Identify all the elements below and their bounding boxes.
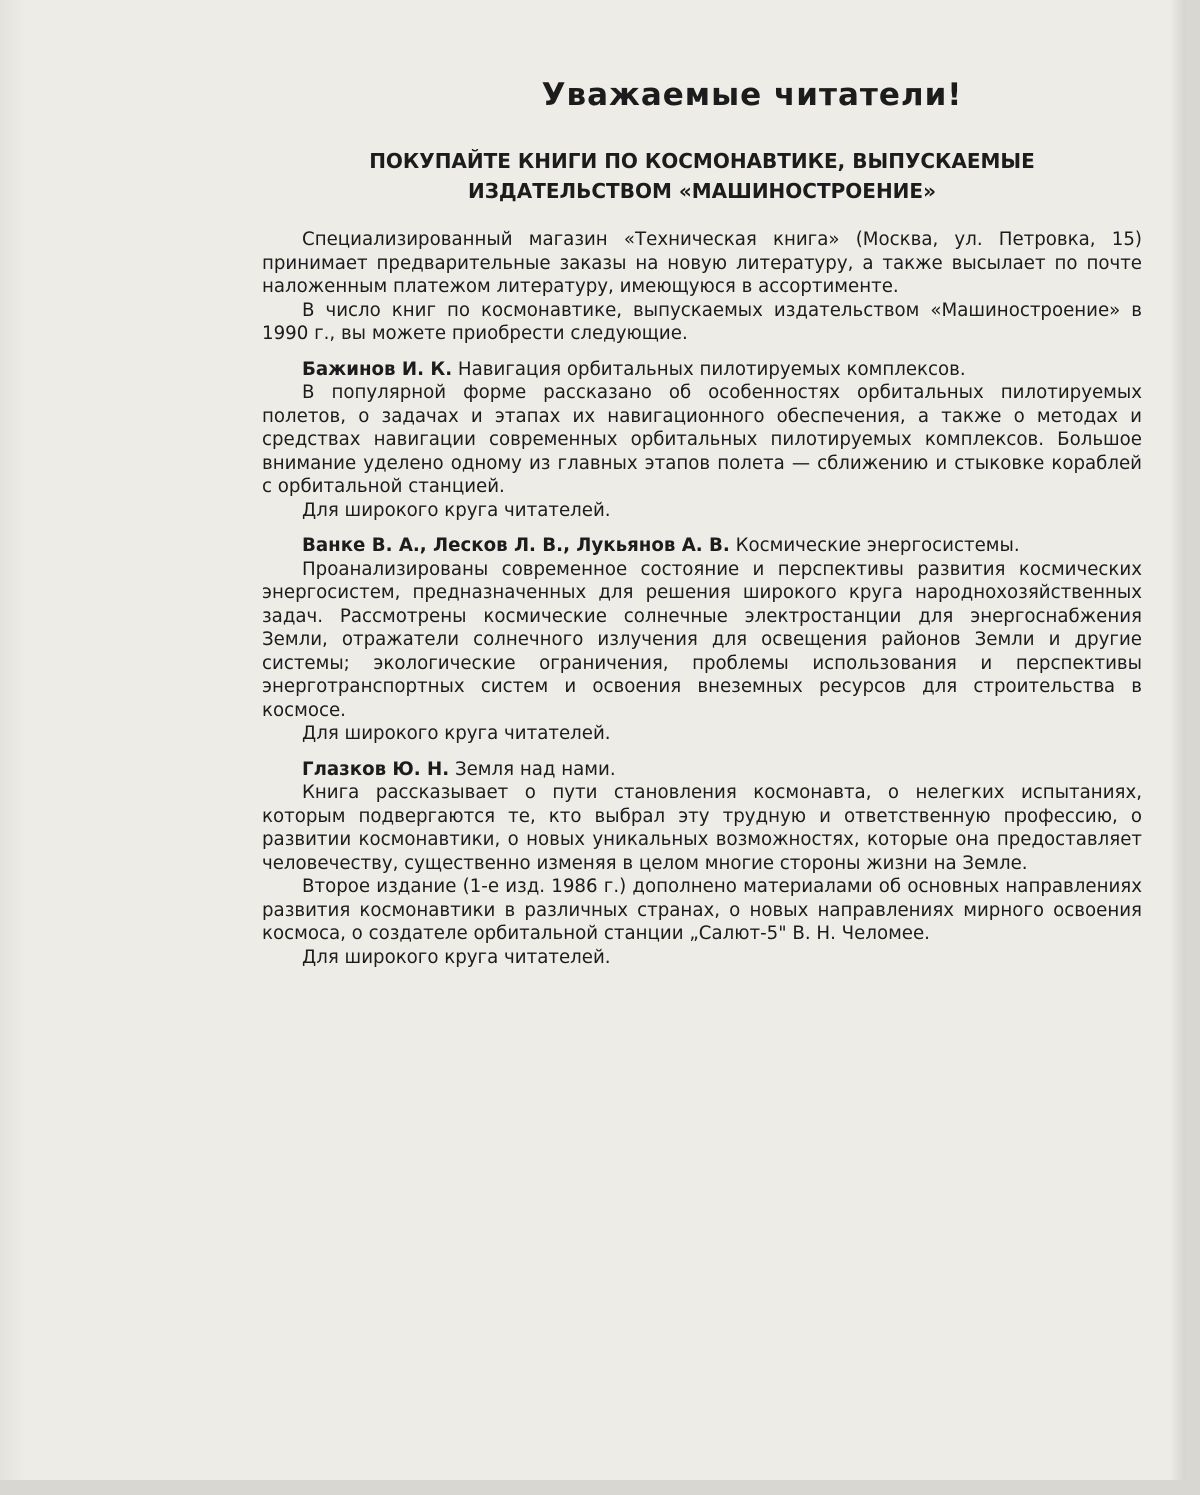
- page-title: Уважаемые читатели!: [541, 77, 963, 113]
- book-2-authors: Ванке В. А., Лесков Л. В., Лукьянов А. В.: [302, 535, 730, 556]
- book-3-title: Земля над нами.: [454, 758, 616, 780]
- book-3-authors: Глазков Ю. Н.: [302, 758, 450, 780]
- intro-paragraph-2: В число книг по космонавтике, выпускаемых издательством «Машиностроение» в 1990 г., вы можете приобрести следующие.: [262, 299, 1142, 344]
- book-entry-3: [262, 758, 1142, 782]
- book-1-audience: Для широкого круга читателей.: [302, 499, 611, 521]
- subtitle-line-1: ПОКУПАЙТЕ КНИГИ ПО КОСМОНАВТИКЕ, ВЫПУСКАЕМЫЕ: [369, 149, 1035, 173]
- intro-paragraph-1: Специализированный магазин «Техническая книга» (Москва, ул. Петровка, 15) принимает предварительные заказы на новую литературу, а также высылает по почте наложенным платежом литературу, имеющуюся в ассортименте.: [262, 229, 1142, 297]
- book-entry-1: [262, 358, 1142, 382]
- subtitle-line-2: ИЗДАТЕЛЬСТВОМ «МАШИНОСТРОЕНИЕ»: [467, 179, 937, 203]
- book-3-audience: Для широкого круга читателей.: [302, 946, 611, 968]
- page-left-edge: [0, 0, 26, 1480]
- book-2-audience: Для широкого круга читателей.: [302, 723, 611, 744]
- page-right-edge: [1170, 0, 1185, 1480]
- book-3-second-edition: Второе издание (1-е изд. 1986 г.) дополнено материалами об основных направлениях развития космонавтики в различных странах, о новых направлениях мирного освоения космоса, о создателе орбитальной станции „Салют-5" В. Н. Челомее.: [262, 876, 1142, 944]
- book-1-description: В популярной форме рассказано об особенностях орбитальных пилотируемых полетов, о задачах и этапах их навигационного обеспечения, а также о методах и средствах навигации современных орбитальных пилотируемых комплексов. Большое внимание уделено одному из главных этапов полета — сближению и стыковке кораблей с орбитальной станцией.: [262, 382, 1142, 497]
- book-1-title: Навигация орбитальных пилотируемых комплексов.: [457, 358, 966, 380]
- book-2-description: Проанализированы современное состояние и перспективы развития космических энергосистем, предназначенных для решения широкого круга народнохозяйственных задач. Рассмотрены космические солнечные электростанции для энергоснабжения Земли, отражатели солнечного излучения для освещения районов Земли и другие системы; экологические ограничения, проблемы использования и перспективы энерготранспортных систем и освоения внеземных ресурсов для строительства в космосе.: [262, 558, 1142, 721]
- book-entry-2: [262, 534, 1142, 558]
- book-2-title: Космические энергосистемы.: [735, 535, 1020, 556]
- page-subtitle: [262, 146, 1142, 206]
- book-3-description: Книга рассказывает о пути становления космонавта, о нелегких испытаниях, которым подвергаются те, кто выбрал эту трудную и ответственную профессию, о развитии космонавтики, о новых уникальных возможностях, которые она предоставляет человечеству, существенно изменяя в целом многие стороны жизни на Земле.: [262, 782, 1142, 874]
- page-content: [262, 70, 1142, 969]
- book-1-authors: Бажинов И. К.: [302, 358, 453, 380]
